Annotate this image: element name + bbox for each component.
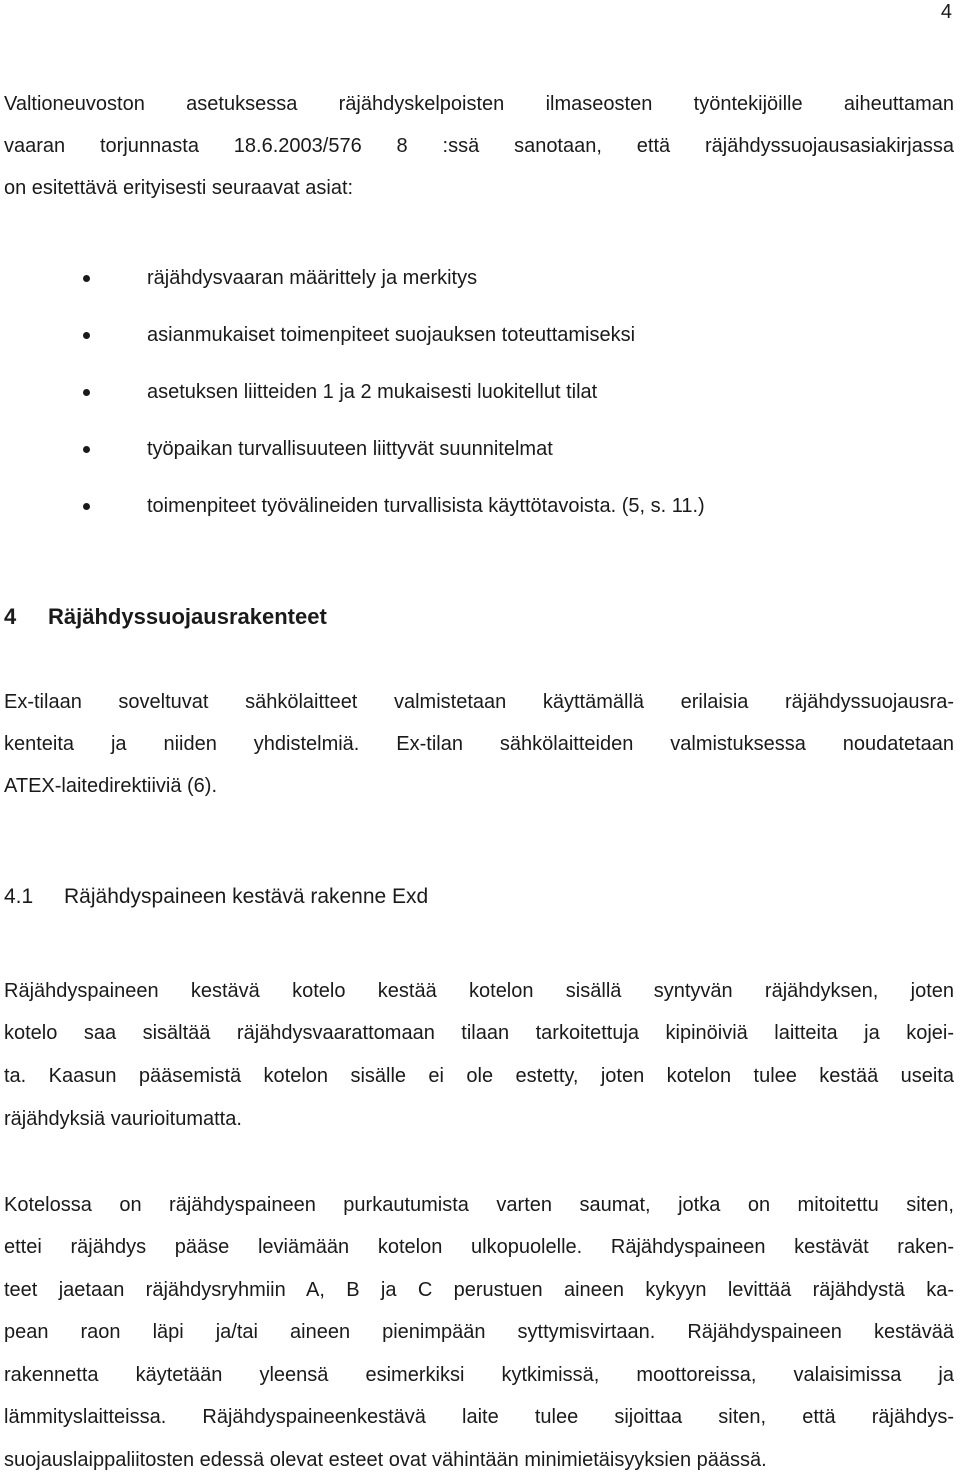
paragraph-line: pean raon läpi ja/tai aineen pienimpään syttymisvirtaan. Räjähdyspaineen kestävää bbox=[4, 1321, 954, 1343]
bullet-icon bbox=[83, 446, 90, 453]
intro-line: vaaran torjunnasta 18.6.2003/576 8 :ssä sanotaan, että räjähdyssuojausasiakirjassa bbox=[4, 135, 954, 157]
list-item-text: räjähdysvaaran määrittely ja merkitys bbox=[147, 267, 478, 289]
paragraph-line: Räjähdyspaineen kestävä kotelo kestää kotelon sisällä syntyvän räjähdyksen, joten bbox=[4, 980, 954, 1002]
section-number: 4 bbox=[4, 604, 17, 629]
list-item-text: työpaikan turvallisuuteen liittyvät suunnitelmat bbox=[147, 438, 553, 460]
subsection-heading bbox=[4, 884, 428, 910]
bullet-icon bbox=[83, 332, 90, 339]
list-item-text: asetuksen liitteiden 1 ja 2 mukaisesti luokitellut tilat bbox=[147, 381, 598, 403]
paragraph-line: kenteita ja niiden yhdistelmiä. Ex-tilan sähkölaitteiden valmistuksessa noudatetaan bbox=[4, 733, 954, 755]
list-item-text: toimenpiteet työvälineiden turvallisista käyttötavoista. (5, s. 11.) bbox=[147, 495, 705, 517]
paragraph-line: ettei räjähdys pääse leviämään kotelon ulkopuolelle. Räjähdyspaineen kestävät raken- bbox=[4, 1236, 954, 1258]
section-heading bbox=[4, 604, 327, 630]
intro-line: Valtioneuvoston asetuksessa räjähdyskelpoisten ilmaseosten työntekijöille aiheuttaman bbox=[4, 93, 954, 115]
paragraph-line: ta. Kaasun pääsemistä kotelon sisälle ei ole estetty, joten kotelon tulee kestää useita bbox=[4, 1065, 954, 1087]
bullet-icon bbox=[83, 389, 90, 396]
intro-line: on esitettävä erityisesti seuraavat asiat: bbox=[4, 177, 354, 199]
paragraph-line: suojauslaippaliitosten edessä olevat esteet ovat vähintään minimietäisyyksien päässä. bbox=[4, 1449, 767, 1471]
paragraph-line: lämmityslaitteissa. Räjähdyspaineenkestävä laite tulee sijoittaa siten, että räjähdys- bbox=[4, 1406, 954, 1428]
section-title: Räjähdyssuojausrakenteet bbox=[48, 604, 327, 629]
paragraph-line: teet jaetaan räjähdysryhmiin A, B ja C perustuen aineen kykyyn levittää räjähdystä ka- bbox=[4, 1279, 954, 1301]
page-number: 4 bbox=[940, 1, 952, 23]
paragraph-line: ATEX-laitedirektiiviä (6). bbox=[4, 775, 218, 797]
list-item-text: asianmukaiset toimenpiteet suojauksen toteuttamiseksi bbox=[147, 324, 636, 346]
paragraph-line: Kotelossa on räjähdyspaineen purkautumista varten saumat, jotka on mitoitettu siten, bbox=[4, 1194, 954, 1216]
bullet-icon bbox=[83, 275, 90, 282]
paragraph-line: Ex-tilaan soveltuvat sähkölaitteet valmistetaan käyttämällä erilaisia räjähdyssuojausra- bbox=[4, 691, 954, 713]
paragraph-line: rakennetta käytetään yleensä esimerkiksi kytkimissä, moottoreissa, valaisimissa ja bbox=[4, 1364, 954, 1386]
subsection-number: 4.1 bbox=[4, 885, 34, 908]
bullet-icon bbox=[83, 503, 90, 510]
subsection-title: Räjähdyspaineen kestävä rakenne Exd bbox=[64, 885, 429, 908]
paragraph-line: kotelo saa sisältää räjähdysvaarattomaan tilaan tarkoitettuja kipinöiviä laitteita ja kojei- bbox=[4, 1022, 954, 1044]
paragraph-line: räjähdyksiä vaurioitumatta. bbox=[4, 1108, 242, 1130]
